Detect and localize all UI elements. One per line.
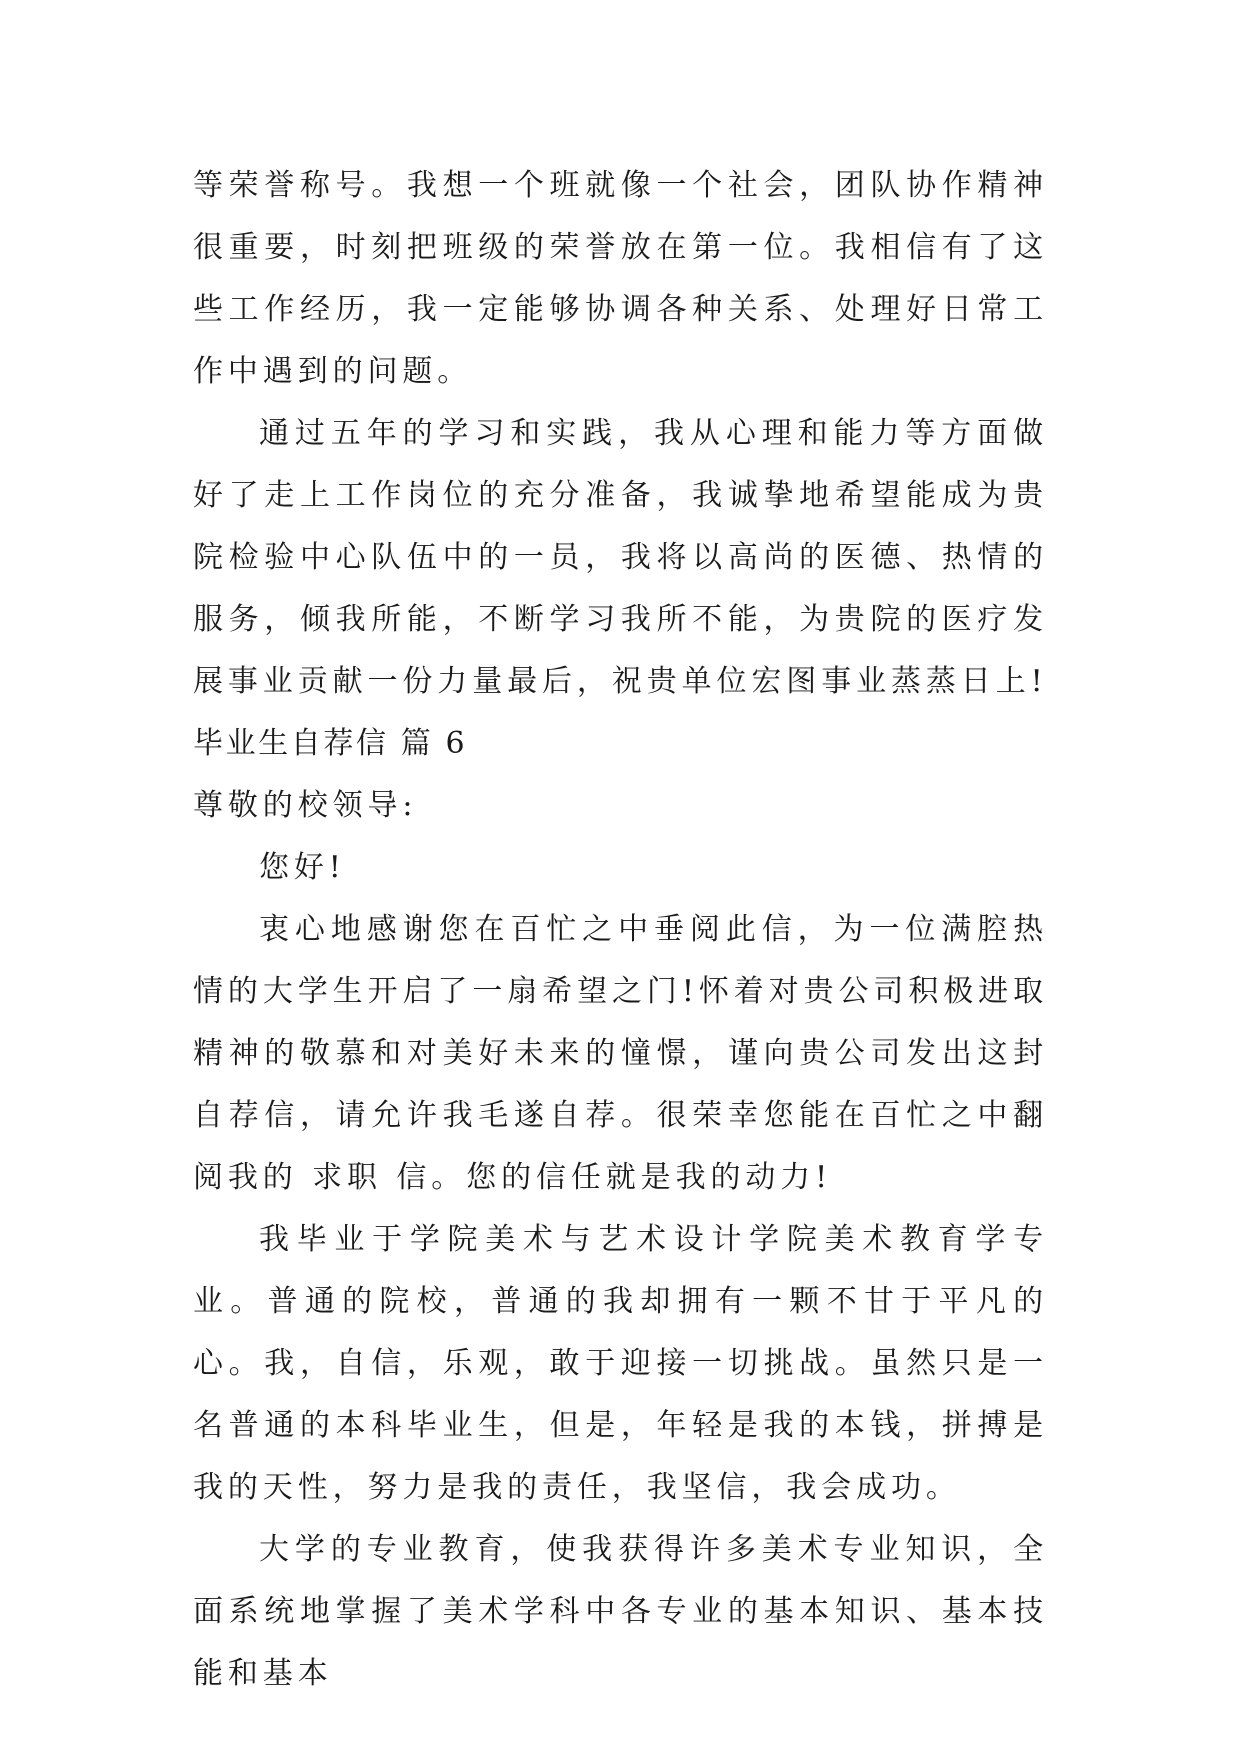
greeting: 您好! — [259, 850, 346, 885]
salutation: 尊敬的校领导: — [193, 788, 418, 823]
paragraph-thanks: 衷心地感谢您在百忙之中垂阅此信，为一位满腔热情的大学生开启了一扇希望之门!怀着对贵公司积极进取精神的敬慕和对美好未来的憧憬，谨向贵公司发出这封自荐信，请允许我毛遂自荐。很荣幸您能在百忙之中翻阅我的 求职 信。您的信任就是我的动力! — [193, 912, 1048, 1195]
section-heading: 毕业生自荐信 篇 6 — [193, 726, 468, 761]
paragraph-education: 大学的专业教育，使我获得许多美术专业知识，全面系统地掌握了美术学科中各专业的基本知识、基本技能和基本 — [193, 1532, 1048, 1691]
paragraph-closing-wish: 通过五年的学习和实践，我从心理和能力等方面做好了走上工作岗位的充分准备，我诚挚地希望能成为贵院检验中心队伍中的一员，我将以高尚的医德、热情的服务，倾我所能，不断学习我所不能，为贵院的医疗发展事业贡献一份力量最后，祝贵单位宏图事业蒸蒸日上! — [193, 416, 1048, 699]
document-body — [193, 155, 1048, 1705]
paragraph-work-experience: 等荣誉称号。我想一个班就像一个社会，团队协作精神很重要，时刻把班级的荣誉放在第一位。我相信有了这些工作经历，我一定能够协调各种关系、处理好日常工作中遇到的问题。 — [193, 168, 1048, 389]
paragraph-background: 我毕业于学院美术与艺术设计学院美术教育学专业。普通的院校，普通的我却拥有一颗不甘于平凡的心。我，自信，乐观，敢于迎接一切挑战。虽然只是一名普通的本科毕业生，但是，年轻是我的本钱，拼搏是我的天性，努力是我的责任，我坚信，我会成功。 — [193, 1222, 1048, 1505]
